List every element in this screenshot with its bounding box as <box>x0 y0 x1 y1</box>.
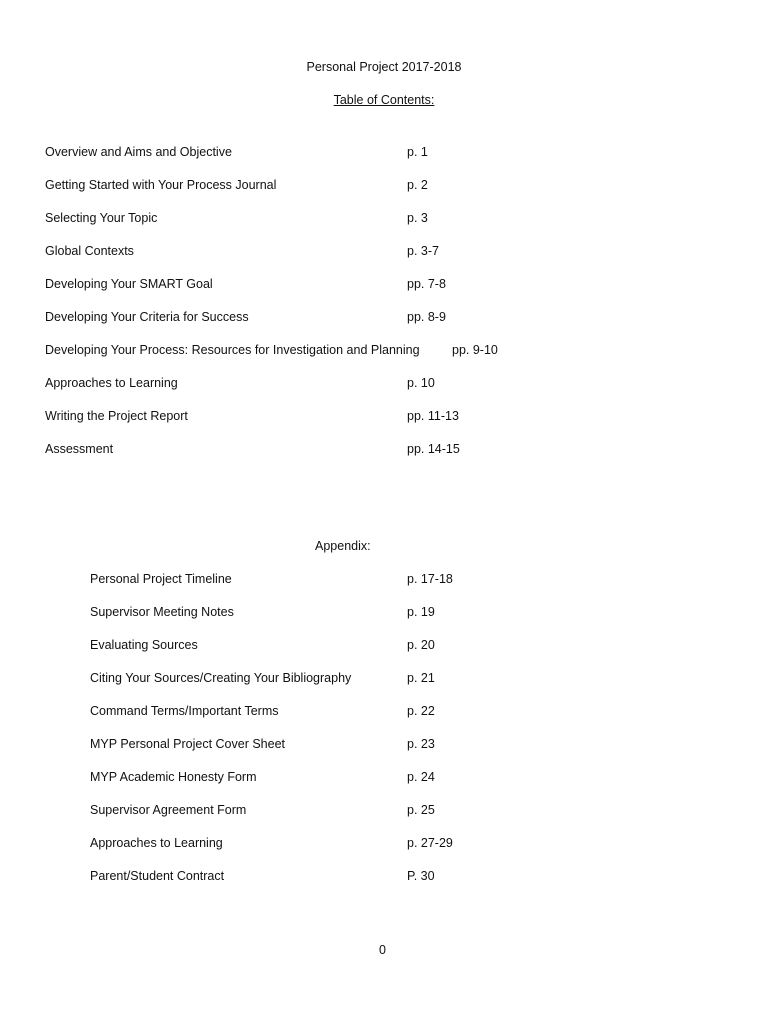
toc-entry <box>45 210 745 243</box>
toc-entry-label: Developing Your Process: Resources for Investigation and Planning <box>45 343 420 357</box>
appendix-entry-label: Approaches to Learning <box>90 836 223 850</box>
appendix-entry-label: MYP Academic Honesty Form <box>90 770 257 784</box>
table-of-contents <box>45 144 745 474</box>
toc-entry-label: Global Contexts <box>45 244 134 258</box>
appendix-entry-page: p. 27-29 <box>407 836 453 850</box>
toc-entry-page: p. 10 <box>407 376 435 390</box>
appendix-entry <box>90 703 690 736</box>
toc-entry-page: p. 3 <box>407 211 428 225</box>
toc-entry-label: Developing Your Criteria for Success <box>45 310 249 324</box>
toc-entry-page: pp. 11-13 <box>407 409 459 423</box>
toc-entry-label: Selecting Your Topic <box>45 211 158 225</box>
appendix-entry-page: P. 30 <box>407 869 435 883</box>
toc-entry <box>45 342 745 375</box>
toc-entry-label: Writing the Project Report <box>45 409 188 423</box>
appendix-entry-label: Supervisor Meeting Notes <box>90 605 234 619</box>
appendix-entry-label: Command Terms/Important Terms <box>90 704 279 718</box>
appendix-entry <box>90 769 690 802</box>
toc-entry-label: Developing Your SMART Goal <box>45 277 213 291</box>
appendix-entry-page: p. 17-18 <box>407 572 453 586</box>
appendix-entry <box>90 802 690 835</box>
toc-entry-page: pp. 14-15 <box>407 442 460 456</box>
toc-entry <box>45 177 745 210</box>
toc-entry-page: p. 2 <box>407 178 428 192</box>
appendix-entry-page: p. 24 <box>407 770 435 784</box>
toc-entry-page: pp. 9-10 <box>452 343 498 357</box>
appendix-entry-page: p. 19 <box>407 605 435 619</box>
appendix-entry-label: Evaluating Sources <box>90 638 198 652</box>
toc-entry <box>45 408 745 441</box>
appendix-entry <box>90 604 690 637</box>
toc-entry <box>45 243 745 276</box>
appendix-entry-label: Citing Your Sources/Creating Your Bibliography <box>90 671 352 685</box>
appendix-entry-label: Personal Project Timeline <box>90 572 232 586</box>
appendix-entry-page: p. 25 <box>407 803 435 817</box>
toc-entry-label: Approaches to Learning <box>45 376 178 390</box>
toc-entry-label: Getting Started with Your Process Journal <box>45 178 277 192</box>
appendix-entry-page: p. 21 <box>407 671 435 685</box>
toc-entry-label: Assessment <box>45 442 114 456</box>
toc-entry <box>45 309 745 342</box>
appendix-entry-page: p. 20 <box>407 638 435 652</box>
appendix-entry <box>90 868 690 901</box>
appendix-entry-label: MYP Personal Project Cover Sheet <box>90 737 286 751</box>
toc-heading: Table of Contents: <box>333 93 435 107</box>
document-title: Personal Project 2017-2018 <box>306 60 462 74</box>
toc-entry <box>45 441 745 474</box>
appendix-entry <box>90 736 690 769</box>
appendix-entry-label: Supervisor Agreement Form <box>90 803 247 817</box>
appendix-entry <box>90 670 690 703</box>
toc-entry-label: Overview and Aims and Objective <box>45 145 232 159</box>
appendix-entry-label: Parent/Student Contract <box>90 869 225 883</box>
appendix-entry-page: p. 23 <box>407 737 435 751</box>
toc-entry <box>45 276 745 309</box>
toc-entry-page: p. 3-7 <box>407 244 439 258</box>
toc-entry-page: pp. 8-9 <box>407 310 446 324</box>
page-number: 0 <box>379 943 386 957</box>
appendix-entry <box>90 835 690 868</box>
appendix-entry <box>90 637 690 670</box>
appendix-entry <box>90 571 690 604</box>
appendix-heading: Appendix: <box>315 539 371 553</box>
appendix-entry-page: p. 22 <box>407 704 435 718</box>
toc-entry-page: p. 1 <box>407 145 428 159</box>
toc-entry-page: pp. 7-8 <box>407 277 446 291</box>
appendix-list <box>90 571 690 901</box>
toc-entry <box>45 375 745 408</box>
toc-entry <box>45 144 745 177</box>
